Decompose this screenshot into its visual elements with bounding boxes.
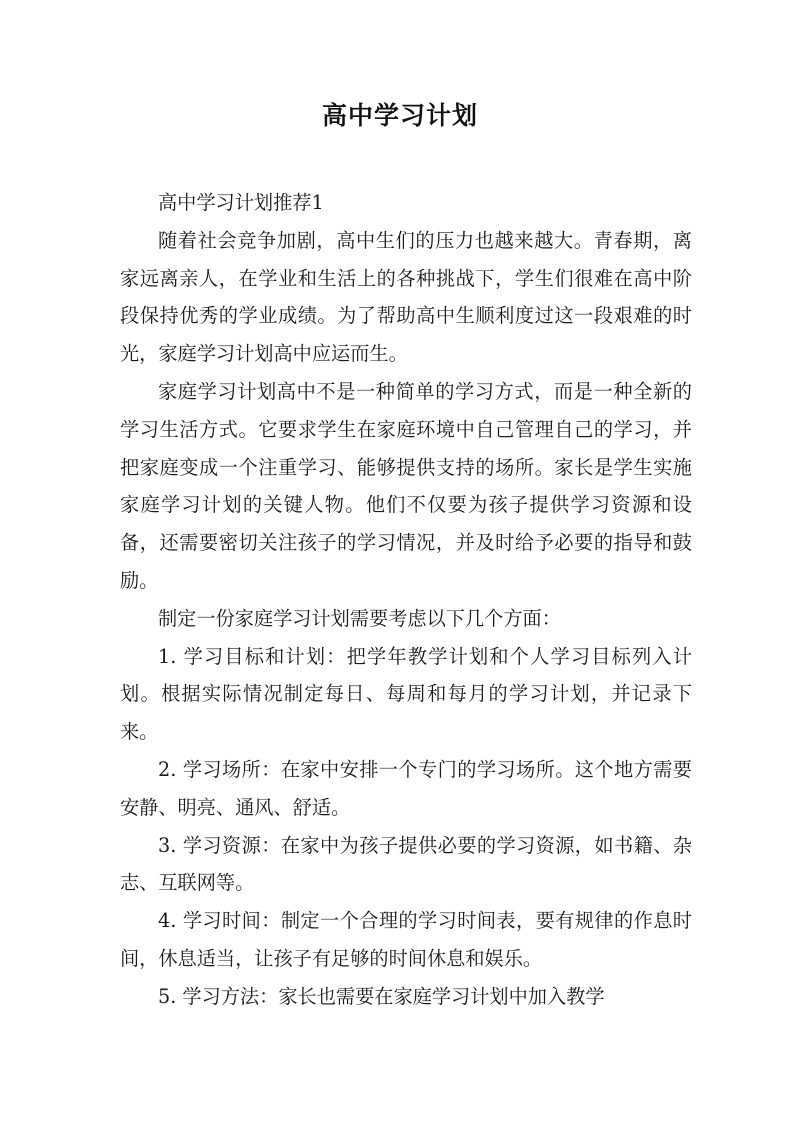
list-item-methods: 5. 学习方法：家长也需要在家庭学习计划中加入教学 [158, 984, 605, 1008]
paragraph-intro: 随着社会竞争加剧，高中生们的压力也越来越大。青春期，离家远离亲人，在学业和生活上的各种挑战下，学生们很难在高中阶段保持优秀的学业成绩。为了帮助高中生顺利度过这一段艰难的时光，家庭学习计划高中应运而生。 [120, 228, 692, 366]
list-item-goals: 1. 学习目标和计划：把学年教学计划和个人学习目标列入计划。根据实际情况制定每日、每周和每月的学习计划，并记录下来。 [120, 644, 692, 744]
list-item-time: 4. 学习时间：制定一个合理的学习时间表，要有规律的作息时间，休息适当，让孩子有足够的时间休息和娱乐。 [120, 909, 692, 970]
list-item-place: 2. 学习场所：在家中安排一个专门的学习场所。这个地方需要安静、明亮、通风、舒适。 [120, 757, 692, 819]
paragraph-description: 家庭学习计划高中不是一种简单的学习方式，而是一种全新的学习生活方式。它要求学生在家庭环境中自己管理自己的学习，并把家庭变成一个注重学习、能够提供支持的场所。家长是学生实施家庭学习计划的关键人物。他们不仅要为孩子提供学习资源和设备，还需要密切关注孩子的学习情况，并及时给予必要的指导和鼓励。 [120, 379, 692, 592]
page-title: 高中学习计划 [321, 101, 478, 130]
paragraph-considerations: 制定一份家庭学习计划需要考虑以下几个方面： [158, 606, 561, 630]
document-body [120, 184, 692, 1016]
section-heading: 高中学习计划推荐1 [158, 191, 324, 214]
list-item-resources: 3. 学习资源：在家中为孩子提供必要的学习资源，如书籍、杂志、互联网等。 [120, 833, 692, 895]
